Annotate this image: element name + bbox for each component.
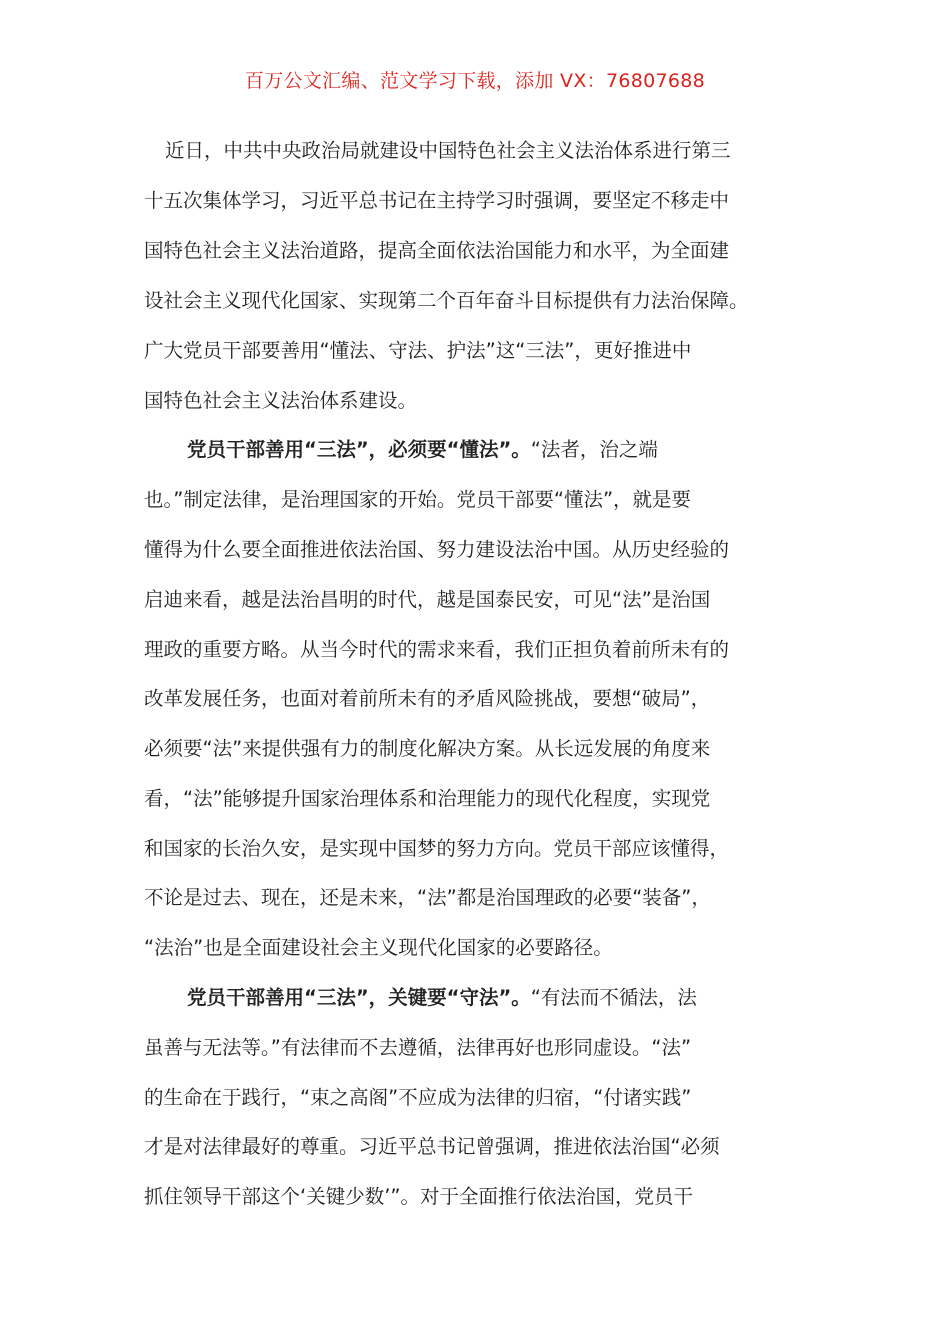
section-heading: 党员干部善用“三法”，关键要“守法”。 xyxy=(187,986,531,1009)
section-heading: 党员干部善用“三法”，必须要“懂法”。 xyxy=(187,438,531,461)
text-line xyxy=(187,435,658,465)
text-line: “法治”也是全面建设社会主义现代化国家的必要路径。 xyxy=(144,936,613,959)
text-line: 看，“法”能够提升国家治理体系和治理能力的现代化程度，实现党 xyxy=(144,787,711,810)
text-line: 国特色社会主义法治体系建设。 xyxy=(144,389,418,412)
text-line: 懂得为什么要全面推进依法治国、努力建设法治中国。从历史经验的 xyxy=(144,538,730,561)
text-line: 广大党员干部要善用“懂法、守法、护法”这“三法”，更好推进中 xyxy=(144,339,692,362)
text-line: 十五次集体学习，习近平总书记在主持学习时强调，要坚定不移走中 xyxy=(144,189,730,212)
text-line: 也。”制定法律，是治理国家的开始。党员干部要“懂法”，就是要 xyxy=(144,488,692,511)
text-line: 近日，中共中央政治局就建设中国特色社会主义法治体系进行第三 xyxy=(165,139,731,162)
text-line: 和国家的长治久安，是实现中国梦的努力方向。党员干部应该懂得， xyxy=(144,837,730,860)
text-run: “有法而不循法，法 xyxy=(530,986,697,1009)
text-line: 虽善与无法等。”有法律而不去遵循，法律再好也形同虚设。“法” xyxy=(144,1036,692,1059)
text-line: 设社会主义现代化国家、实现第二个百年奋斗目标提供有力法治保障。 xyxy=(144,289,749,312)
text-run: “法者，治之端 xyxy=(530,438,658,461)
text-line: 才是对法律最好的尊重。习近平总书记曾强调，推进依法治国“必须 xyxy=(144,1135,720,1158)
text-line: 启迪来看，越是法治昌明的时代，越是国泰民安，可见“法”是治国 xyxy=(144,588,711,611)
text-line: 国特色社会主义法治道路，提高全面依法治国能力和水平，为全面建 xyxy=(144,239,730,262)
text-line: 理政的重要方略。从当今时代的需求来看，我们正担负着前所未有的 xyxy=(144,638,730,661)
text-line xyxy=(187,983,697,1013)
text-line: 不论是过去、现在，还是未来，“法”都是治国理政的必要“装备”， xyxy=(144,886,711,909)
text-line: 抓住领导干部这个‘关键少数’”。对于全面推行依法治国，党员干 xyxy=(144,1185,693,1208)
text-line: 的生命在于践行，“束之高阁”不应成为法律的归宿，“付诸实践” xyxy=(144,1086,692,1109)
text-line: 改革发展任务，也面对着前所未有的矛盾风险挑战，要想“破局”， xyxy=(144,687,711,710)
page-header: 百万公文汇编、范文学习下载，添加 VX：76807688 xyxy=(244,70,706,92)
text-line: 必须要“法”来提供强有力的制度化解决方案。从长远发展的角度来 xyxy=(144,737,711,760)
